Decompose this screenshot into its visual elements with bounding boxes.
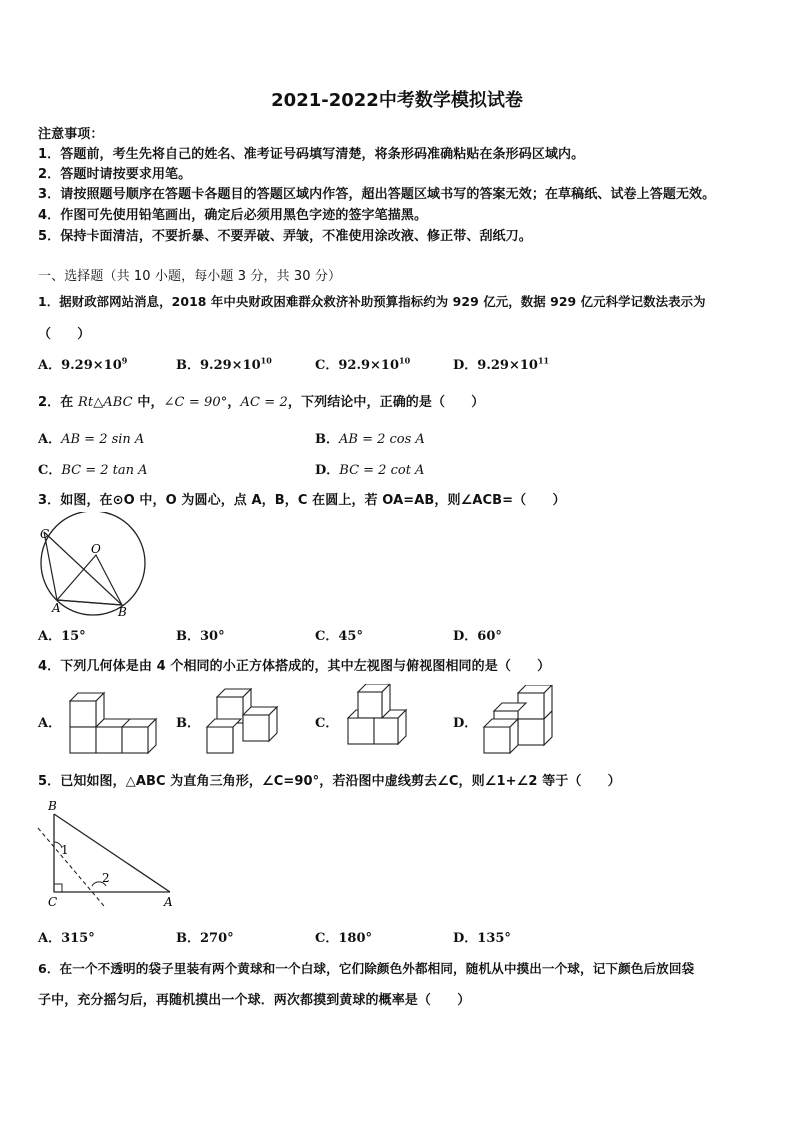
option-expression: BC = 2 tan A xyxy=(61,463,148,478)
section-heading: 一、选择题（共 10 小题，每小题 3 分，共 30 分） xyxy=(38,269,342,284)
q2-condition-angle: ∠C = 90° xyxy=(163,395,228,410)
side-ab xyxy=(54,814,170,892)
option-letter: A． xyxy=(38,931,62,946)
question-1-text: 1．据财政部网站消息，2018 年中央财政困难群众救济补助预算指标约为 929 亿元，数据 929 亿元科学记数法表示为 xyxy=(38,294,706,309)
cube-figure-b xyxy=(203,687,281,757)
option-letter: B． xyxy=(176,358,200,373)
q5-option-d xyxy=(453,927,511,946)
option-value: 15° xyxy=(61,629,86,644)
question-5-text: 5．已知如图，△ABC 为直角三角形，∠C=90°，若沿图中虚线剪去∠C，则∠1+∠2 等于（ ） xyxy=(38,774,621,789)
label-a: A xyxy=(164,895,173,909)
option-exponent: 10 xyxy=(399,355,411,366)
option-letter: D． xyxy=(453,629,478,644)
q1-option-d xyxy=(453,354,549,373)
question-3-text: 3．如图，在⊙O 中，O 为圆心，点 A，B，C 在圆上，若 OA=AB，则∠ACB=（ ） xyxy=(38,493,566,508)
label-c: C xyxy=(48,895,58,909)
option-letter: D． xyxy=(453,931,478,946)
option-value: 60° xyxy=(477,629,502,644)
right-angle-mark xyxy=(54,884,62,892)
q1-option-a xyxy=(38,354,127,373)
question-1-blank: （ ） xyxy=(38,327,91,342)
option-letter: B． xyxy=(176,931,200,946)
option-value: 30° xyxy=(200,629,225,644)
option-expression: BC = 2 cot A xyxy=(339,463,425,478)
option-value: 270° xyxy=(200,931,234,946)
triangle-figure xyxy=(34,798,184,910)
chord-ab xyxy=(57,600,122,605)
q3-option-a xyxy=(38,625,86,644)
option-value: 315° xyxy=(61,931,95,946)
q1-option-c xyxy=(315,354,410,373)
q3-option-d xyxy=(453,625,502,644)
option-letter: D． xyxy=(315,463,340,478)
notice-heading: 注意事项： xyxy=(38,127,104,142)
q2-option-d xyxy=(315,459,424,478)
label-c: C xyxy=(40,527,50,541)
option-letter: C． xyxy=(315,931,339,946)
q2-triangle: Rt△ABC xyxy=(77,395,133,410)
label-a: A xyxy=(52,601,61,615)
notice-item: 2．答题时请按要求用笔。 xyxy=(38,167,192,182)
page-title: 2021-2022中考数学模拟试卷 xyxy=(271,90,523,111)
option-letter: C． xyxy=(315,629,339,644)
q5-option-c xyxy=(315,927,372,946)
q2-mid: 中， xyxy=(132,395,164,410)
q4-option-c-letter: C． xyxy=(315,716,339,731)
q4-option-b-letter: B． xyxy=(176,716,200,731)
q2-prefix: 2．在 xyxy=(38,395,78,410)
label-b: B xyxy=(48,799,57,813)
q2-sep: ， xyxy=(227,395,241,410)
q2-option-a xyxy=(38,428,144,447)
notice-item: 5．保持卡面清洁，不要折暴、不要弄破、弄皱，不准使用涂改液、修正带、刮纸刀。 xyxy=(38,229,532,244)
q1-option-b xyxy=(176,354,272,373)
q5-option-a xyxy=(38,927,95,946)
q2-condition-side: AC = 2 xyxy=(240,395,288,410)
label-angle-1: 1 xyxy=(61,843,69,857)
option-letter: D． xyxy=(453,358,478,373)
q5-option-b xyxy=(176,927,234,946)
label-b: B xyxy=(118,605,127,619)
q4-option-d-letter: D． xyxy=(453,716,478,731)
option-letter: A． xyxy=(38,629,62,644)
option-expression: AB = 2 cos A xyxy=(339,432,425,447)
q2-suffix: ，下列结论中，正确的是（ ） xyxy=(287,395,485,410)
option-exponent: 9 xyxy=(121,355,128,366)
question-6-text-cont: 子中，充分摇匀后，再随机摸出一个球．两次都摸到黄球的概率是（ ） xyxy=(38,993,471,1008)
q2-option-b xyxy=(315,428,425,447)
q3-option-b xyxy=(176,625,225,644)
question-6-text: 6．在一个不透明的袋子里装有两个黄球和一个白球，它们除颜色外都相同，随机从中摸出一个球，记下颜色后放回袋 xyxy=(38,961,695,976)
option-value: 9.29×10 xyxy=(477,358,538,373)
option-letter: C． xyxy=(315,358,339,373)
option-expression: AB = 2 sin A xyxy=(61,432,145,447)
option-letter: A． xyxy=(38,358,62,373)
question-4-text: 4．下列几何体是由 4 个相同的小正方体搭成的，其中左视图与俯视图相同的是（ ） xyxy=(38,659,551,674)
option-exponent: 11 xyxy=(537,355,550,366)
option-value: 9.29×10 xyxy=(61,358,122,373)
cube-figure-a xyxy=(66,689,164,755)
label-angle-2: 2 xyxy=(102,871,110,885)
label-o: O xyxy=(91,542,101,556)
notice-item: 4．作图可先使用铅笔画出，确定后必须用黑色字迹的签字笔描黑。 xyxy=(38,208,428,223)
q3-option-c xyxy=(315,625,363,644)
circle-figure xyxy=(36,512,151,620)
option-letter: B． xyxy=(176,629,200,644)
q4-option-a-letter: A． xyxy=(38,716,62,731)
option-value: 180° xyxy=(338,931,372,946)
option-value: 45° xyxy=(338,629,363,644)
notice-item: 3．请按照题号顺序在答题卡各题目的答题区域内作答，超出答题区域书写的答案无效；在草稿纸、试卷上答题无效。 xyxy=(38,187,716,202)
option-value: 92.9×10 xyxy=(338,358,400,373)
option-letter: A． xyxy=(38,432,62,447)
cube-figure-c xyxy=(344,684,412,756)
triangle-acb xyxy=(44,532,122,605)
question-2-text xyxy=(38,391,484,410)
cube-figure-d xyxy=(480,685,560,757)
q2-option-c xyxy=(38,459,148,478)
option-value: 9.29×10 xyxy=(200,358,261,373)
radii-oa-ob xyxy=(57,555,122,605)
notice-item: 1．答题前，考生先将自己的姓名、准考证号码填写清楚，将条形码准确粘贴在条形码区域内。 xyxy=(38,147,585,162)
option-value: 135° xyxy=(477,931,511,946)
option-letter: C． xyxy=(38,463,62,478)
option-letter: B． xyxy=(315,432,339,447)
option-exponent: 10 xyxy=(260,355,272,366)
